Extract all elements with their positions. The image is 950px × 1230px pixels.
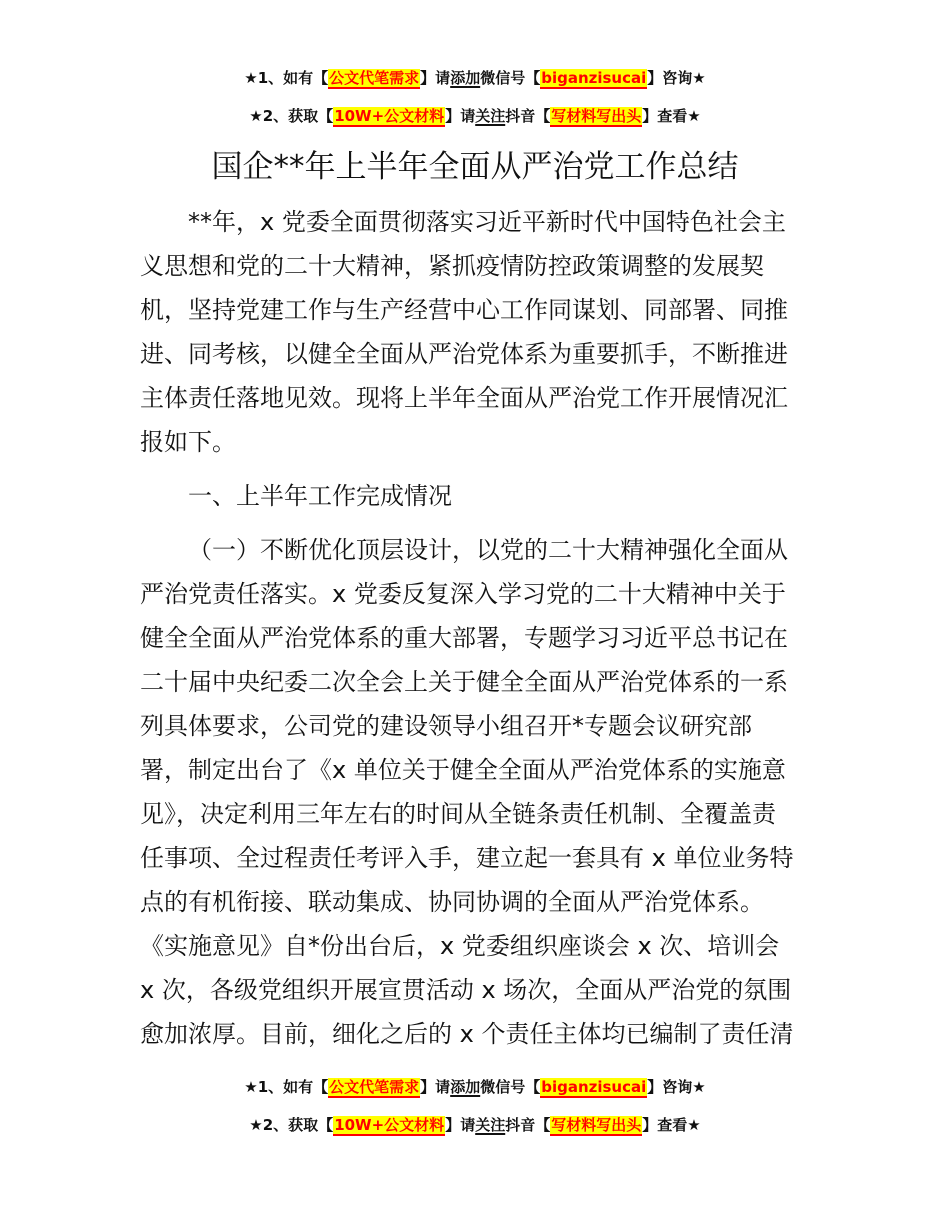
- body-line: 列具体要求，公司党的建设领导小组召开*专题会议研究部: [140, 712, 752, 740]
- banner-text: 】请: [420, 1078, 451, 1096]
- banner-text: ★2、获取【: [249, 1116, 334, 1134]
- banner-text: 微信号【: [480, 69, 541, 87]
- footer-banner-line2: [0, 1113, 950, 1137]
- banner-underlined: 添加: [450, 1078, 481, 1096]
- banner-text: ★1、如有【: [244, 69, 329, 87]
- section-heading: 一、上半年工作完成情况: [188, 482, 452, 510]
- banner-text: 】请: [445, 107, 476, 125]
- body-line: 二十届中央纪委二次全会上关于健全全面从严治党体系的一系: [140, 668, 788, 696]
- banner-text: 】查看★: [642, 1116, 701, 1134]
- banner-text: 】查看★: [642, 107, 701, 125]
- banner-highlight: biganzisucai: [541, 1078, 647, 1096]
- body-line: x 次，各级党组织开展宣贯活动 x 场次，全面从严治党的氛围: [140, 976, 792, 1004]
- document-body: [140, 200, 820, 1056]
- banner-highlight: 10W+公文材料: [334, 1116, 445, 1134]
- body-line: （一）不断优化顶层设计，以党的二十大精神强化全面从: [188, 536, 788, 564]
- banner-text: 】请: [445, 1116, 476, 1134]
- body-line: 愈加浓厚。目前，细化之后的 x 个责任主体均已编制了责任清: [140, 1020, 794, 1048]
- header-banner-line1: [0, 66, 950, 90]
- body-line: **年，x 党委全面贯彻落实习近平新时代中国特色社会主: [188, 208, 786, 236]
- paragraph-gap: [140, 464, 820, 474]
- banner-text: 抖音【: [505, 107, 551, 125]
- banner-text: 】咨询★: [647, 1078, 706, 1096]
- banner-text: ★1、如有【: [244, 1078, 329, 1096]
- body-line: 报如下。: [140, 428, 236, 456]
- banner-highlight: 写材料写出头: [551, 107, 642, 125]
- banner-highlight: biganzisucai: [541, 69, 647, 87]
- body-line: 进、同考核，以健全全面从严治党体系为重要抓手，不断推进: [140, 340, 788, 368]
- banner-underlined: 关注: [475, 107, 506, 125]
- banner-underlined: 添加: [450, 69, 481, 87]
- body-line: 点的有机衔接、联动集成、协同协调的全面从严治党体系。: [140, 888, 764, 916]
- banner-underlined: 关注: [475, 1116, 506, 1134]
- banner-highlight: 写材料写出头: [551, 1116, 642, 1134]
- body-line: 《实施意见》自*份出台后，x 党委组织座谈会 x 次、培训会: [140, 932, 780, 960]
- banner-text: 】请: [420, 69, 451, 87]
- banner-text: 】咨询★: [647, 69, 706, 87]
- document-title: 国企**年上半年全面从严治党工作总结: [211, 149, 739, 185]
- footer-banner-line1: [0, 1075, 950, 1099]
- banner-text: ★2、获取【: [249, 107, 334, 125]
- banner-text: 抖音【: [505, 1116, 551, 1134]
- body-line: 义思想和党的二十大精神，紧抓疫情防控政策调整的发展契: [140, 252, 764, 280]
- body-line: 健全全面从严治党体系的重大部署，专题学习习近平总书记在: [140, 624, 788, 652]
- body-line: 机，坚持党建工作与生产经营中心工作同谋划、同部署、同推: [140, 296, 788, 324]
- banner-highlight: 公文代笔需求: [329, 69, 420, 87]
- header-banner-line2: [0, 104, 950, 128]
- body-line: 任事项、全过程责任考评入手，建立起一套具有 x 单位业务特: [140, 844, 794, 872]
- body-line: 见》，决定利用三年左右的时间从全链条责任机制、全覆盖责: [140, 800, 776, 828]
- paragraph-gap: [140, 518, 820, 528]
- body-line: 主体责任落地见效。现将上半年全面从严治党工作开展情况汇: [140, 384, 788, 412]
- banner-highlight: 10W+公文材料: [334, 107, 445, 125]
- banner-highlight: 公文代笔需求: [329, 1078, 420, 1096]
- banner-text: 微信号【: [480, 1078, 541, 1096]
- body-line: 严治党责任落实。x 党委反复深入学习党的二十大精神中关于: [140, 580, 786, 608]
- body-line: 署，制定出台了《x 单位关于健全全面从严治党体系的实施意: [140, 756, 786, 784]
